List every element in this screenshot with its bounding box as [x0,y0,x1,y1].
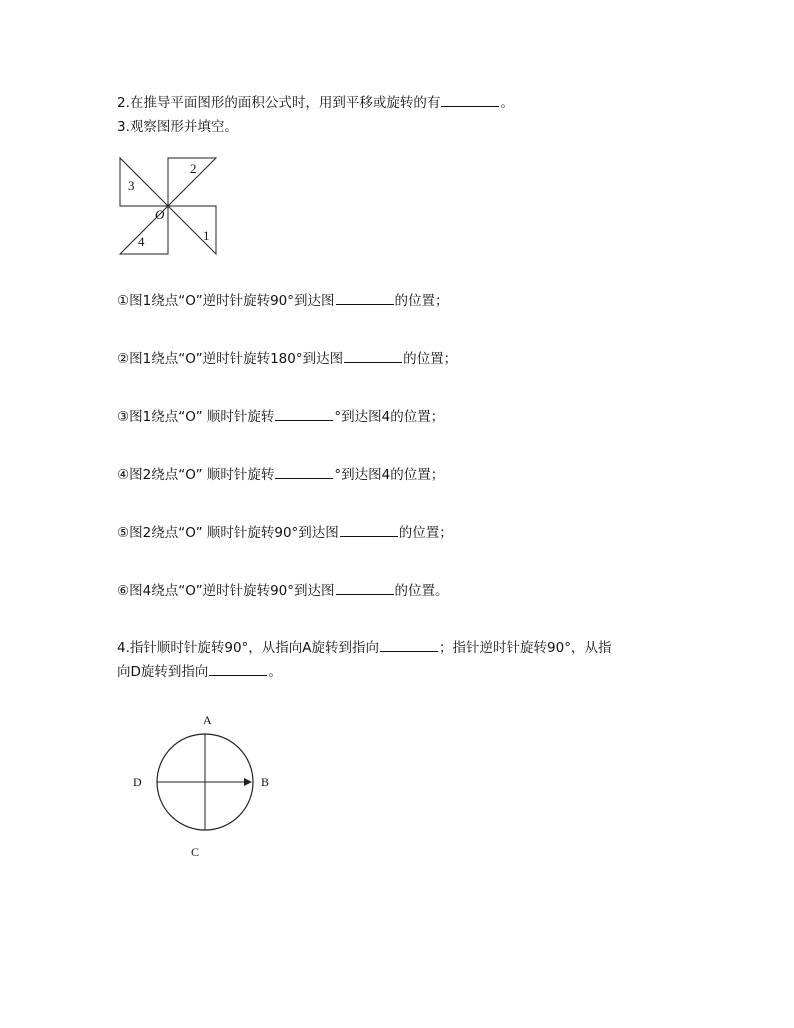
question-2 [117,93,514,113]
answer-blank[interactable] [380,638,438,652]
item-2 [117,349,457,369]
item-marker: ⑤ [117,525,130,541]
question-2-end: 。 [500,95,514,111]
question-4-text: 4.指针顺时针旋转90°，从指向A旋转到指向 [117,640,380,656]
question-4-line-2 [117,662,282,682]
item-text-end: °到达图4的位置； [334,409,445,425]
label-d: D [133,775,142,789]
item-text: 图2绕点“O” 顺时针旋转 [129,467,275,483]
item-6 [117,581,449,601]
item-text: 图4绕点“O”逆时针旋转90°到达图 [129,583,335,599]
item-4 [117,465,444,485]
answer-blank[interactable] [336,291,394,305]
pinwheel-figure [110,148,230,260]
item-text-end: 的位置； [398,525,453,541]
answer-blank[interactable] [441,93,499,107]
item-3 [117,407,444,427]
item-text-end: 的位置； [394,293,449,309]
label-c: C [191,845,200,859]
item-marker: ⑥ [117,583,130,599]
item-marker: ② [117,351,130,367]
item-text: 图2绕点“O” 顺时针旋转90°到达图 [129,525,339,541]
question-4-line-1 [117,638,611,658]
item-text-end: 的位置。 [394,583,449,599]
answer-blank[interactable] [336,581,394,595]
answer-blank[interactable] [340,523,398,537]
item-marker: ① [117,293,130,309]
pointer-dial-figure [125,708,285,868]
question-3-title: 3.观察图形并填空。 [117,119,238,135]
item-text-end: °到达图4的位置； [334,467,445,483]
center-label: O [155,207,165,222]
item-1 [117,291,449,311]
item-5 [117,523,453,543]
answer-blank[interactable] [275,465,333,479]
label-4: 4 [138,234,145,249]
label-2: 2 [190,161,197,176]
answer-blank[interactable] [275,407,333,421]
answer-blank[interactable] [344,349,402,363]
answer-blank[interactable] [209,662,267,676]
question-4-text-cont: ；指针逆时针旋转90°，从指 [439,640,612,656]
item-marker: ④ [117,467,130,483]
label-b: B [261,775,270,789]
label-3: 3 [128,178,135,193]
item-marker: ③ [117,409,130,425]
item-text-end: 的位置； [403,351,458,367]
label-a: A [203,713,212,727]
item-text: 图1绕点“O”逆时针旋转180°到达图 [129,351,344,367]
label-1: 1 [203,228,210,243]
item-text: 图1绕点“O”逆时针旋转90°到达图 [129,293,335,309]
question-2-text: 2.在推导平面图形的面积公式时，用到平移或旋转的有 [117,95,441,111]
item-text: 图1绕点“O” 顺时针旋转 [129,409,275,425]
question-4-text-end: 。 [268,664,282,680]
question-4-text: 向D旋转到指向 [117,664,209,680]
